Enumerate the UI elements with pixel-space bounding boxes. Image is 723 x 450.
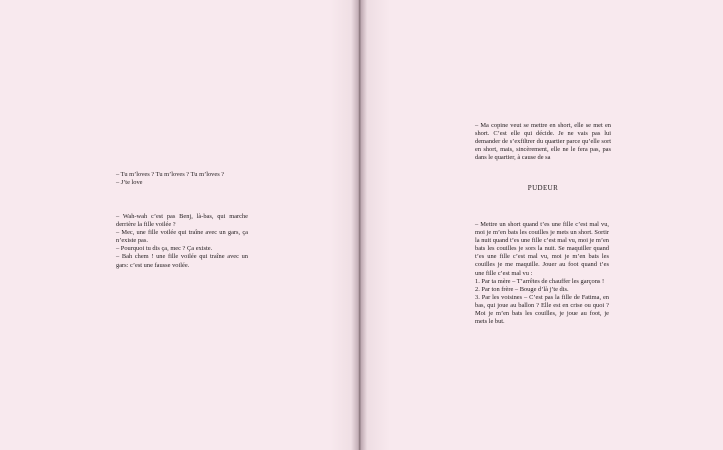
text-line: 3. Par les voisines – C’est pas la fille de Fatima, en bas, qui joue au ballon ? Elle est en crise ou quoi ? Moi je m’en bats les couilles, je joue au foot, je mets le but. xyxy=(475,293,609,326)
left-dialogue-block-1 xyxy=(116,171,256,187)
text-line: – Pourquoi tu dis ça, mec ? Ça existe. xyxy=(116,245,213,253)
left-dialogue-block-2 xyxy=(116,213,248,270)
right-paragraph-1 xyxy=(475,122,611,162)
text-line: – Mec, une fille voilée qui traîne avec un gars, ça n’existe pas. xyxy=(116,229,248,245)
book-gutter-shadow xyxy=(330,0,390,450)
text-line: – Wah-wah c’est pas Benj, là-bas, qui marche derrière la fille voilée ? xyxy=(116,213,248,229)
text-line: – Bah chem ! une fille voilée qui traîne avec un gars: c’est une fausse voilée. xyxy=(116,253,248,269)
text-line: – J’te love xyxy=(116,179,143,187)
text-line: – Ma copine veut se mettre en short, elle se met en short. C’est elle qui décide. Je ne vais pas lui demander de s’exfiltrer du quartier parce qu’elle sort en short, mais, sincèrement, elle ne le fera pas, pas dans le quartier, à cause de sa xyxy=(475,122,611,162)
right-paragraph-2 xyxy=(475,221,609,326)
text-line: – Tu m’loves ? Tu m’loves ? Tu m’loves ? xyxy=(116,171,225,178)
text-line: 1. Par ta mère – T’arrêtes de chauffer les garçons ! xyxy=(475,277,605,285)
section-heading: PUDEUR xyxy=(527,184,559,192)
text-line: 2. Par ton frère – Bouge d’là j’te dis. xyxy=(475,285,569,293)
text-line: – Mettre un short quand t’es une fille c’est mal vu, moi je m’en bats les couilles je mets un short. Sortir la nuit quand t’es une fille c’est mal vu, moi je m’en bats les couilles je sors la nuit. Se maquiller quand t’es une fille c’est mal vu, moi je m’en bats les couilles je me maquille. Jouer au foot quand t’es une fille c’est mal vu : xyxy=(475,221,609,277)
